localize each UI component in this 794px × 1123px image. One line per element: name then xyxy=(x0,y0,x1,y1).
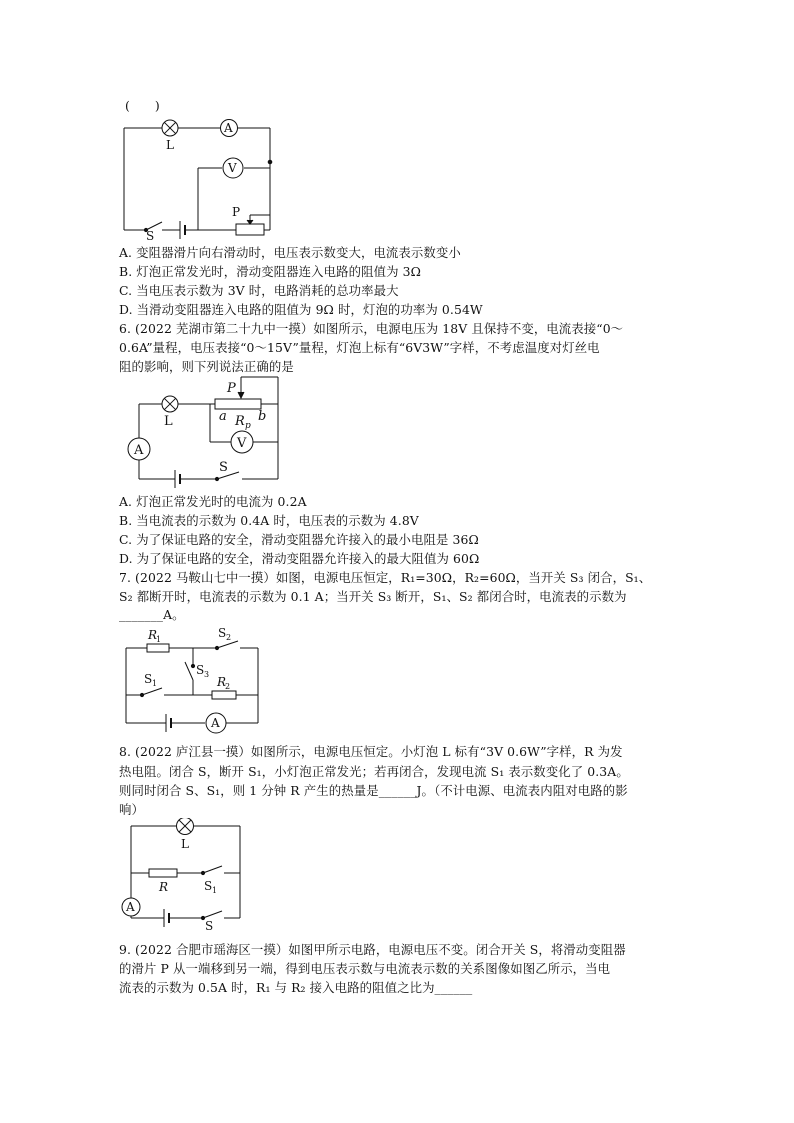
r2-label: R xyxy=(217,675,227,689)
q5-option-d: D. 当滑动变阻器连入电路的阻值为 9Ω 时，灯泡的功率为 0.54W xyxy=(119,302,483,317)
switch-s-label: S xyxy=(205,919,214,930)
s3-label-sub: 3 xyxy=(204,670,210,679)
switch-s2-blade xyxy=(217,641,238,648)
q9-stem-line-1: 9. (2022 合肥市瑶海区一摸）如图甲所示电路，电源电压不变。闭合开关 S，将滑动变阻器 xyxy=(119,942,626,957)
q9-stem-line-2: 的滑片 P 从一端移到另一端，得到电压表示数与电流表示数的关系图像如图乙所示，当电 xyxy=(119,961,611,976)
circuit-diagram-q8 xyxy=(118,818,248,930)
q6-option-c: C. 为了保证电路的安全，滑动变阻器允许接入的最小电阻是 36Ω xyxy=(119,532,479,547)
voltmeter-label: V xyxy=(228,161,237,175)
lamp-label: L xyxy=(181,837,189,851)
circuit-diagram-q7 xyxy=(120,622,265,734)
q7-stem-line-2: S₂ 都断开时，电流表的示数为 0.1 A；当开关 S₃ 断开，S₁、S₂ 都闭合时，电流表的示数为 xyxy=(119,589,627,604)
q6-option-a: A. 灯泡正常发光时的电流为 0.2A xyxy=(119,494,307,509)
lamp-icon xyxy=(162,120,178,136)
q7-stem-line-1: 7. (2022 马鞍山七中一摸）如图，电源电压恒定，R₁=30Ω，R₂=60Ω，当开关 S₃ 闭合，S₁、 xyxy=(119,570,652,585)
ammeter-label: A xyxy=(134,443,144,458)
s2-label: S xyxy=(218,626,227,640)
s1-label-sub: 1 xyxy=(212,886,218,895)
lamp-icon xyxy=(162,396,178,412)
switch-s-label: S xyxy=(146,229,155,240)
r1-label: R xyxy=(148,628,158,642)
rheostat-rp xyxy=(215,399,261,409)
lamp-label: L xyxy=(166,138,174,152)
slider-p-label: P xyxy=(227,381,236,396)
resistor-r1 xyxy=(147,644,169,652)
resistor-r2 xyxy=(212,691,236,699)
s1-label: S xyxy=(204,879,213,893)
circuit-diagram-q6 xyxy=(118,374,288,492)
slider-p-label: P xyxy=(232,205,241,219)
voltmeter-label: V xyxy=(237,436,247,451)
switch-s-label: S xyxy=(219,460,228,475)
s2-label-sub: 2 xyxy=(226,633,232,642)
rheostat-label: R xyxy=(235,414,245,429)
q5-option-b: B. 灯泡正常发光时，滑动变阻器连入电路的阻值为 3Ω xyxy=(119,264,421,279)
switch-s1-blade xyxy=(142,688,162,695)
q9-stem-line-3: 流表的示数为 0.5A 时，R₁ 与 R₂ 接入电路的阻值之比为______ xyxy=(119,980,473,995)
q5-option-a: A. 变阻器滑片向右滑动时，电压表示数变大，电流表示数变小 xyxy=(119,245,461,260)
q6-stem-line-1: 6. (2022 芜湖市第二十九中一摸）如图所示，电源电压为 18V 且保持不变，电流表接“0～ xyxy=(119,321,624,336)
circuit-diagram-q5 xyxy=(118,115,298,240)
q7-stem-line-3: _______A。 xyxy=(119,607,185,622)
s1-label: S xyxy=(144,672,153,686)
q8-stem-line-4: 响） xyxy=(119,802,144,817)
rheostat xyxy=(236,224,264,235)
q8-stem-line-3: 则同时闭合 S、S₁，则 1 分钟 R 产生的热量是______J。（不计电源、电流表内阻对电路的影 xyxy=(119,783,628,798)
ammeter-label: A xyxy=(126,900,135,914)
s1-label-sub: 1 xyxy=(152,679,158,688)
terminal-a-label: a xyxy=(219,409,227,424)
q6-option-d: D. 为了保证电路的安全，滑动变阻器允许接入的最大阻值为 60Ω xyxy=(119,551,480,566)
ammeter-label: A xyxy=(224,121,233,135)
answer-bracket: ( ) xyxy=(125,98,160,113)
r1-label-sub: 1 xyxy=(156,635,162,644)
q8-stem-line-1: 8. (2022 庐江县一摸）如图所示，电源电压恒定。小灯泡 L 标有“3V 0.6W”字样，R 为发 xyxy=(119,744,623,759)
r-label: R xyxy=(159,880,169,894)
terminal-b-label: b xyxy=(258,409,267,424)
rheostat-label-sub: p xyxy=(245,421,251,431)
lamp-icon xyxy=(177,818,194,835)
ammeter-label: A xyxy=(211,716,220,730)
r2-label-sub: 2 xyxy=(225,682,231,691)
q6-stem-line-2: 0.6A”量程，电压表接“0～15V”量程，灯泡上标有“6V3W”字样，不考虑温度对灯丝电 xyxy=(119,340,600,355)
q5-option-c: C. 当电压表示数为 3V 时，电路消耗的总功率最大 xyxy=(119,283,399,298)
q6-stem-line-3: 阻的影响，则下列说法正确的是 xyxy=(119,359,294,374)
s3-label: S xyxy=(196,663,205,677)
q6-option-b: B. 当电流表的示数为 0.4A 时，电压表的示数为 4.8V xyxy=(119,513,419,528)
q8-stem-line-2: 热电阻。闭合 S，断开 S₁，小灯泡正常发光；若再闭合，发现电流 S₁ 表示数变化了 0.3A。 xyxy=(119,764,629,779)
switch-s1-blade xyxy=(203,866,222,873)
lamp-label: L xyxy=(164,414,173,429)
switch-s-blade xyxy=(203,911,222,918)
resistor-r xyxy=(149,869,177,877)
